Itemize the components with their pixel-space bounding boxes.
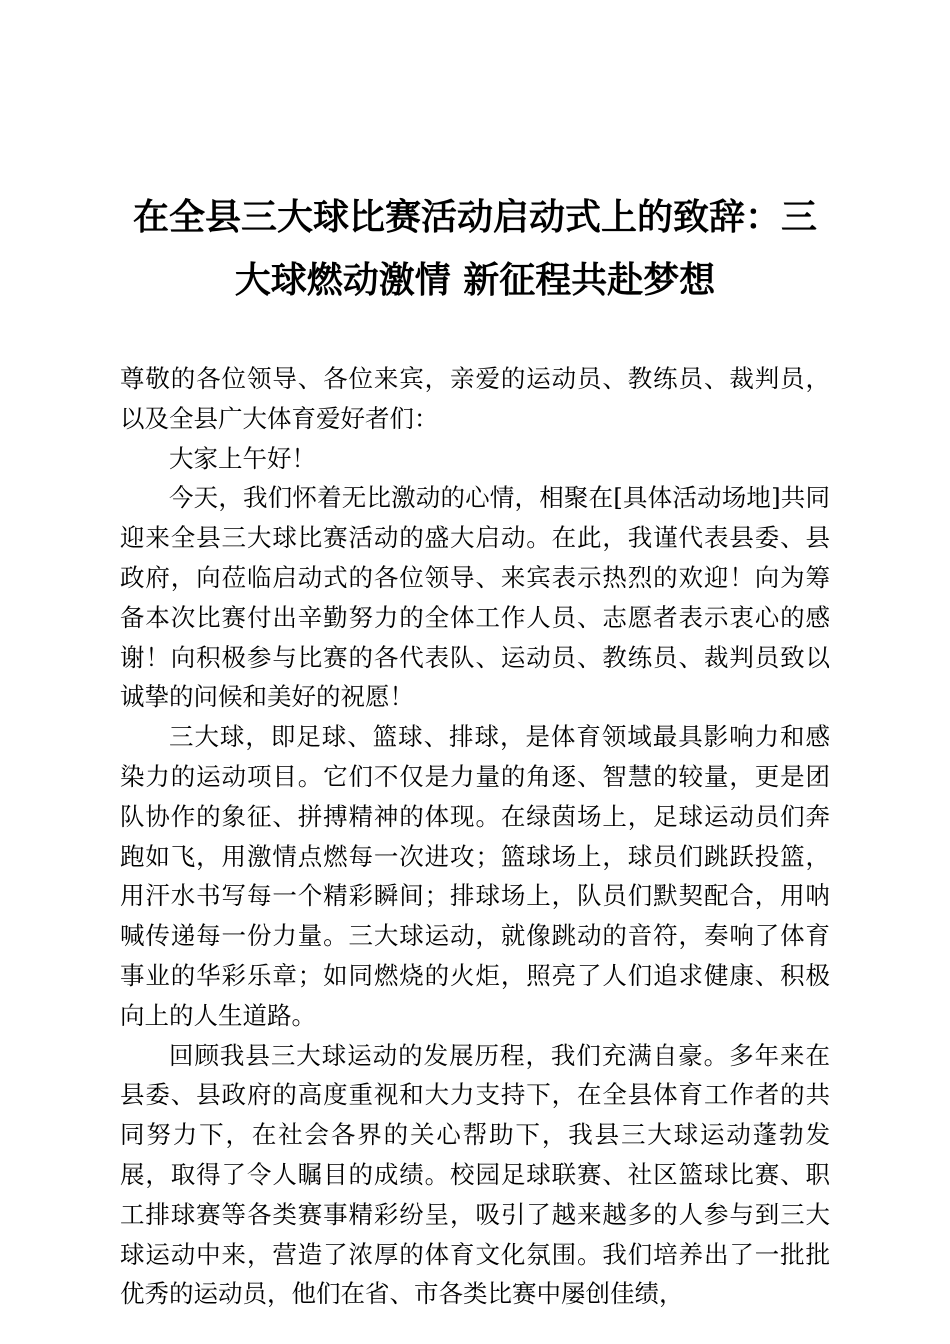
body-paragraph: 今天，我们怀着无比激动的心情，相聚在[具体活动场地]共同迎来全县三大球比赛活动的盛大启动。在此，我谨代表县委、县政府，向莅临启动式的各位领导、来宾表示热烈的欢迎！向为筹备本次比赛付出辛勤努力的全体工作人员、志愿者表示衷心的感谢！向积极参与比赛的各代表队、运动员、教练员、裁判员致以诚挚的问候和美好的祝愿！: [120, 483, 830, 712]
body-paragraph: 三大球，即足球、篮球、排球，是体育领域最具影响力和感染力的运动项目。它们不仅是力量的角逐、智慧的较量，更是团队协作的象征、拼搏精神的体现。在绿茵场上，足球运动员们奔跑如飞，用激情点燃每一次进攻；篮球场上，球员们跳跃投篮，用汗水书写每一个精彩瞬间；排球场上，队员们默契配合，用呐喊传递每一份力量。三大球运动，就像跳动的音符，奏响了体育事业的华彩乐章；如同燃烧的火炬，照亮了人们追求健康、积极向上的人生道路。: [120, 722, 830, 1030]
document-title: 在全县三大球比赛活动启动式上的致辞：三大球燃动激情 新征程共赴梦想: [132, 196, 817, 301]
salutation-paragraph: 尊敬的各位领导、各位来宾，亲爱的运动员、教练员、裁判员，以及全县广大体育爱好者们：: [120, 364, 830, 433]
greeting-paragraph: 大家上午好！: [169, 443, 316, 473]
body-paragraph: 回顾我县三大球运动的发展历程，我们充满自豪。多年来在县委、县政府的高度重视和大力支持下，在全县体育工作者的共同努力下，在社会各界的关心帮助下，我县三大球运动蓬勃发展，取得了令人瞩目的成绩。校园足球联赛、社区篮球比赛、职工排球赛等各类赛事精彩纷呈，吸引了越来越多的人参与到三大球运动中来，营造了浓厚的体育文化氛围。我们培养出了一批批优秀的运动员，他们在省、市各类比赛中屡创佳绩，: [120, 1040, 830, 1309]
document-body: [120, 359, 830, 1314]
